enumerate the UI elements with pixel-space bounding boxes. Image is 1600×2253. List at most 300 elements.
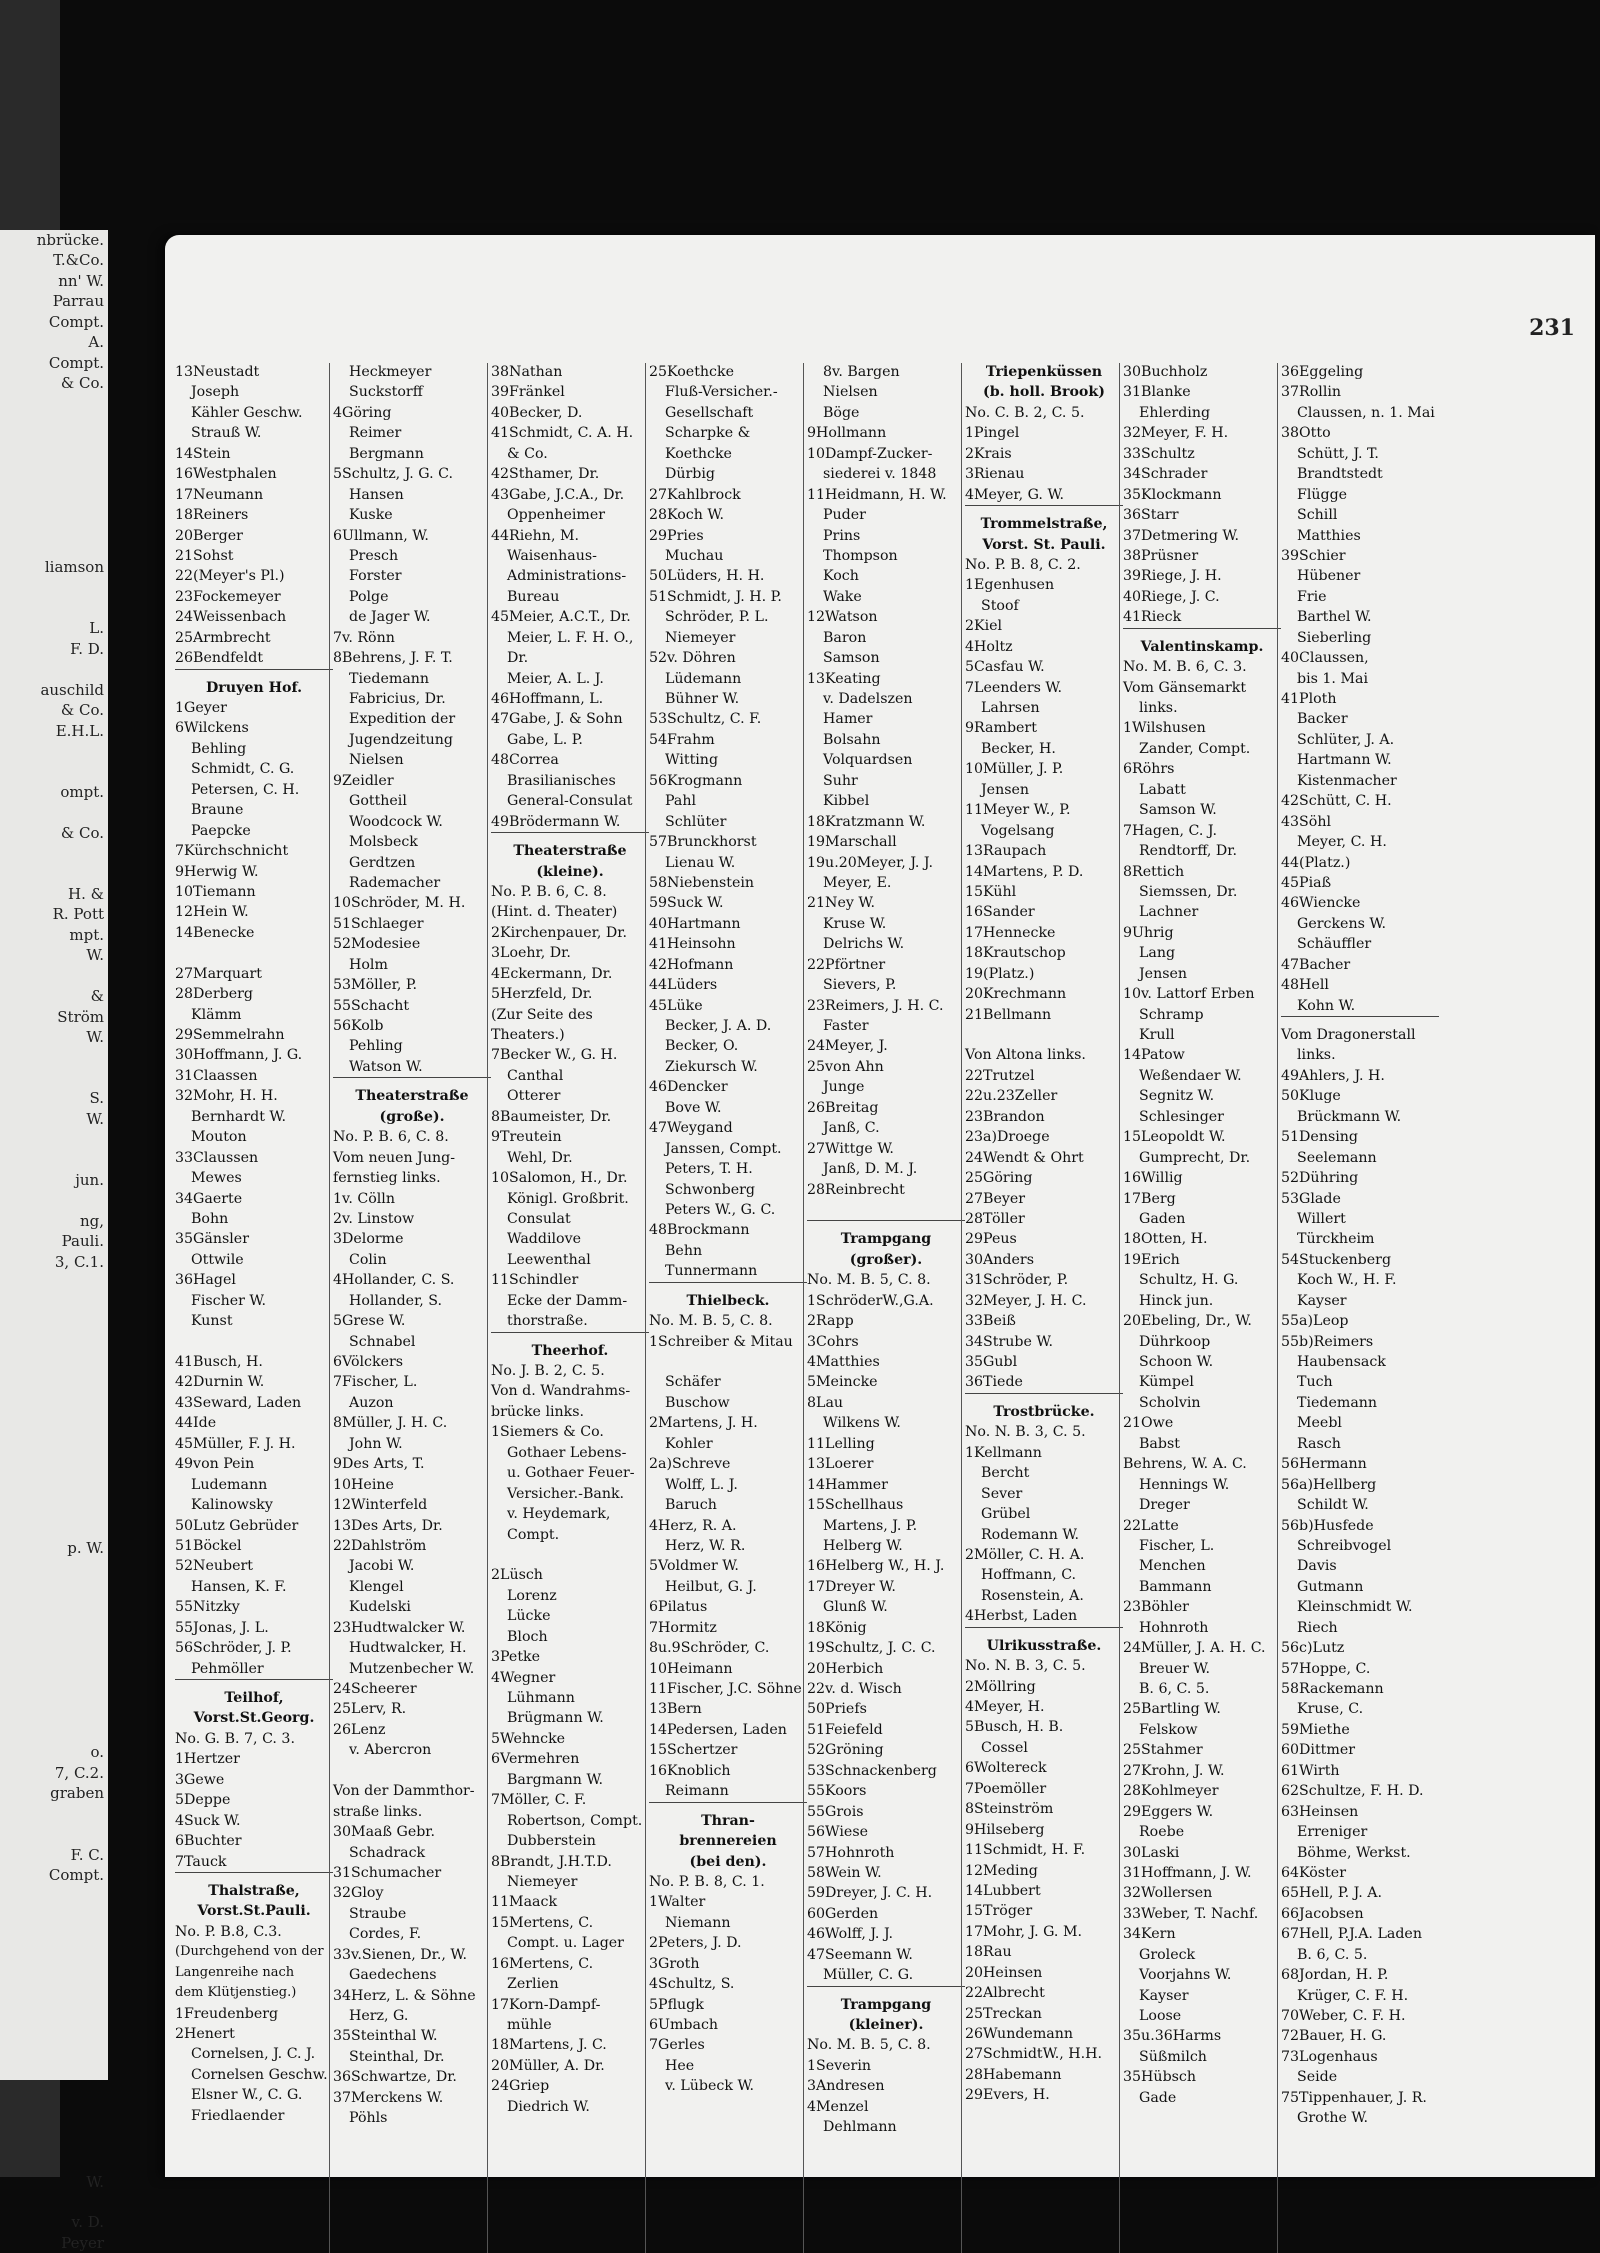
directory-entry: 60Gerden — [807, 1905, 879, 1922]
left-page-line: W. — [86, 2172, 104, 2191]
directory-entry: Schmidt, C. G. — [191, 761, 295, 778]
directory-entry: Buschow — [665, 1394, 730, 1411]
directory-entry: Becker, H. — [981, 740, 1056, 757]
directory-entry: No. P. B.8, C.3. — [175, 1923, 282, 1940]
directory-entry: 59Dreyer, J. C. H. — [807, 1885, 933, 1902]
left-page-line — [0, 1395, 108, 1415]
directory-entry: Bercht — [981, 1465, 1030, 1482]
directory-entry: Kähler Geschw. — [191, 404, 303, 421]
directory-entry: Reimann — [665, 1783, 729, 1800]
directory-entry: 31Schröder, P. — [965, 1272, 1069, 1289]
directory-entry: 20Berger — [175, 527, 243, 544]
directory-entry: 16Westphalen — [175, 466, 277, 483]
left-page-line: Ström — [57, 1007, 104, 1026]
left-page-line: W. — [86, 946, 104, 965]
directory-entry: 53Schultz, C. F. — [649, 711, 762, 728]
directory-entry: Koch — [823, 568, 859, 585]
directory-entry: Hee — [665, 2057, 695, 2074]
directory-entry: 30Maaß Gebr. — [333, 1824, 436, 1841]
left-page-line — [0, 1558, 108, 1578]
directory-entry: 3Rienau — [965, 466, 1025, 483]
street-heading: Thran- — [701, 1812, 755, 1829]
directory-entry: Gabe, L. P. — [507, 731, 583, 748]
directory-entry: Kunst — [191, 1313, 233, 1330]
directory-entry: Paepcke — [191, 822, 251, 839]
directory-entry: Ottwile — [191, 1251, 244, 1268]
directory-entry: 6Röhrs — [1123, 761, 1175, 778]
directory-entry: 8Rettich — [1123, 863, 1185, 880]
directory-entry: Volquardsen — [823, 752, 913, 769]
street-heading: (großer). — [849, 1251, 923, 1268]
directory-entry: v. Dadelszen — [823, 691, 913, 707]
directory-entry: 48Hell — [1281, 977, 1329, 994]
directory-entry: Janß, C. — [823, 1120, 880, 1137]
left-page-line — [0, 1599, 108, 1619]
directory-entry: 16Helberg W., H. J. — [807, 1558, 945, 1575]
left-page-line — [0, 1068, 108, 1088]
directory-entry: Roebe — [1139, 1824, 1185, 1841]
directory-entry: 1Freudenberg — [175, 2005, 279, 2022]
left-page-line — [0, 1926, 108, 1946]
directory-entry: Ziekursch W. — [665, 1058, 758, 1075]
directory-entry: 50Priefs — [807, 1701, 867, 1718]
directory-column-2 — [333, 362, 491, 2129]
directory-entry: 39Riege, J. H. — [1123, 568, 1222, 585]
directory-entry: 6Buchter — [175, 1833, 242, 1850]
directory-entry: 32Mohr, H. H. — [175, 1088, 278, 1105]
directory-entry: Breuer W. — [1139, 1660, 1211, 1677]
directory-entry: Jensen — [1139, 965, 1188, 982]
directory-entry: Bammann — [1139, 1578, 1212, 1595]
directory-entry: Klämm — [191, 1006, 242, 1023]
street-heading: Theaterstraße — [513, 843, 627, 860]
directory-entry: 8Steinström — [965, 1801, 1054, 1818]
directory-entry: 20Heinsen — [965, 1964, 1043, 1981]
directory-entry: 32Meyer, J. H. C. — [965, 1292, 1087, 1309]
directory-entry: Watson W. — [349, 1058, 423, 1075]
directory-entry: 56a)Hellberg — [1281, 1476, 1377, 1493]
directory-entry: Seide — [1297, 2069, 1338, 2086]
directory-entry: Holm — [349, 956, 388, 973]
directory-entry: 12Hein W. — [175, 904, 249, 921]
page-number: 231 — [1529, 315, 1575, 341]
section-divider — [175, 669, 333, 678]
directory-entry: 34Gaerte — [175, 1190, 243, 1207]
directory-entry: John W. — [349, 1435, 403, 1452]
directory-entry: 2Henert — [175, 2026, 235, 2042]
directory-entry: u. Gothaer Feuer- — [507, 1465, 635, 1482]
directory-entry: 1Siemers & Co. — [491, 1424, 604, 1441]
directory-entry: 29Eggers W. — [1123, 1803, 1214, 1820]
directory-entry: Brandtstedt — [1297, 466, 1383, 483]
left-page-line — [0, 1272, 108, 1292]
directory-entry: Baron — [823, 629, 867, 646]
directory-entry: Schäfer — [665, 1374, 721, 1391]
directory-entry: 41Ploth — [1281, 691, 1337, 707]
directory-entry: 12Winterfeld — [333, 1497, 428, 1514]
directory-entry: 35Gänsler — [175, 1231, 249, 1248]
directory-entry: 14Martens, P. D. — [965, 863, 1084, 880]
directory-entry: 46Wolff, J. J. — [807, 1926, 894, 1943]
directory-entry: 28Reinbrecht — [807, 1181, 905, 1198]
left-page-line — [0, 1129, 108, 1149]
directory-entry: 37Detmering W. — [1123, 527, 1240, 544]
directory-entry: Grübel — [981, 1506, 1031, 1523]
directory-entry: Fabricius, Dr. — [349, 691, 446, 707]
directory-entry: 26Wundemann — [965, 2026, 1073, 2042]
directory-entry: Voorjahns W. — [1139, 1967, 1232, 1984]
directory-entry: Schlüter, J. A. — [1297, 731, 1395, 748]
directory-entry: 1Schreiber & Mitau — [649, 1333, 793, 1350]
directory-entry: Bühner W. — [665, 691, 740, 707]
directory-entry: Wehl, Dr. — [507, 1149, 573, 1166]
directory-entry: No. M. B. 5, C. 8. — [649, 1313, 773, 1330]
directory-entry: 14Patow — [1123, 1047, 1185, 1064]
directory-entry: Presch — [349, 547, 399, 564]
directory-entry: Lücke — [507, 1608, 551, 1625]
directory-entry: Compt. u. Lager — [507, 1935, 624, 1952]
directory-entry: No. P. B. 6, C. 8. — [333, 1129, 449, 1146]
directory-entry: 17Dreyer W. — [807, 1578, 896, 1595]
directory-entry: 56Wiese — [807, 1824, 868, 1841]
directory-entry: 25Koethcke — [649, 364, 734, 380]
directory-entry: 47Bacher — [1281, 956, 1351, 973]
directory-entry: 27Wittge W. — [807, 1140, 894, 1157]
left-page-line — [0, 1477, 108, 1497]
directory-entry: 3Gewe — [175, 1771, 225, 1788]
directory-entry: 46Dencker — [649, 1079, 728, 1096]
directory-entry: 9Hollmann — [807, 425, 887, 442]
directory-entry: Administrations- — [507, 568, 627, 585]
directory-column-1 — [175, 362, 333, 2126]
left-page-line — [0, 516, 108, 536]
directory-entry: 47Weygand — [649, 1120, 733, 1137]
directory-entry: Hartmann W. — [1297, 752, 1392, 769]
directory-entry: 34Strube W. — [965, 1333, 1053, 1350]
left-page-line — [0, 1191, 108, 1211]
directory-entry: 13Neustadt — [175, 364, 260, 380]
directory-entry: Schadrack — [349, 1844, 426, 1861]
directory-entry: Braune — [191, 802, 244, 819]
directory-entry: 3Andresen — [807, 2078, 885, 2095]
directory-entry: 46Hoffmann, L. — [491, 691, 604, 707]
directory-entry: 52Neubert — [175, 1558, 253, 1575]
column-rule — [645, 363, 646, 2253]
directory-entry: 25von Ahn — [807, 1058, 884, 1075]
directory-entry: 13Raupach — [965, 843, 1047, 860]
directory-entry: 4Göring — [333, 404, 392, 421]
directory-entry — [333, 1761, 491, 1781]
left-page-line: p. W. — [67, 1539, 104, 1557]
directory-entry: 22Albrecht — [965, 1985, 1045, 2002]
directory-entry: 38Nathan — [491, 364, 563, 380]
directory-entry: 42Schütt, C. H. — [1281, 793, 1392, 810]
left-page-line: L. — [89, 619, 104, 638]
left-page-line — [0, 1722, 108, 1742]
directory-entry: Peters, T. H. — [665, 1161, 753, 1178]
directory-entry: 45Meier, A.C.T., Dr. — [491, 609, 631, 626]
directory-entry: 41Schmidt, C. A. H. — [491, 425, 634, 442]
directory-entry: 41Rieck — [1123, 609, 1182, 626]
directory-entry: 48Correa — [491, 752, 559, 769]
directory-entry: Fischer W. — [191, 1292, 267, 1309]
directory-entry: 23Hudtwalcker W. — [333, 1619, 466, 1636]
directory-entry: 4Suck W. — [175, 1812, 241, 1829]
left-page-line — [0, 1579, 108, 1599]
directory-entry: Königl. Großbrit. — [507, 1190, 629, 1207]
directory-entry: Gothaer Lebens- — [507, 1444, 627, 1461]
left-page-line: E.H.L. — [55, 721, 104, 740]
directory-entry: 4Herz, R. A. — [649, 1517, 737, 1534]
directory-entry: 11Lelling — [807, 1435, 875, 1452]
directory-entry: 7Hagen, C. J. — [1123, 822, 1217, 839]
left-page-line — [0, 1681, 108, 1701]
directory-entry: Schill — [1297, 507, 1338, 524]
directory-entry: Kohn W. — [1297, 997, 1356, 1014]
directory-entry: Böge — [823, 404, 860, 421]
directory-entry: Jacobi W. — [349, 1558, 415, 1575]
directory-entry: Woodcock W. — [349, 813, 443, 830]
directory-entry: Bargmann W. — [507, 1771, 604, 1788]
directory-entry: 4Eckermann, Dr. — [491, 965, 613, 982]
directory-entry: 58Wein W. — [807, 1864, 882, 1881]
directory-entry: 6Woltereck — [965, 1760, 1047, 1777]
directory-entry: Menchen — [1139, 1558, 1206, 1575]
left-page-line — [0, 455, 108, 475]
directory-entry: 2Rapp — [807, 1313, 854, 1330]
directory-entry: 15Schertzer — [649, 1742, 738, 1759]
directory-entry: 8v. Bargen — [823, 364, 900, 380]
directory-entry: No. M. B. 6, C. 3. — [1123, 659, 1247, 676]
directory-entry: 4Herbst, Laden — [965, 1608, 1078, 1625]
directory-entry: 55Schacht — [333, 997, 410, 1014]
directory-entry: 66Jacobsen — [1281, 1905, 1364, 1922]
directory-entry: 6Völckers — [333, 1354, 404, 1370]
directory-entry: Flügge — [1297, 486, 1348, 503]
directory-entry: 33v.Sienen, Dr., W. — [333, 1946, 467, 1963]
column-rule — [329, 363, 330, 2253]
directory-entry: 7Gerles — [649, 2037, 705, 2054]
directory-entry: 17Korn-Dampf- — [491, 1996, 601, 2013]
directory-entry: 21Owe — [1123, 1415, 1174, 1432]
directory-entry: Gesellschaft — [665, 404, 754, 421]
directory-entry: Kümpel — [1139, 1374, 1194, 1391]
directory-entry: de Jager W. — [349, 609, 431, 626]
directory-entry: 38Otto — [1281, 425, 1331, 442]
directory-entry: Barthel W. — [1297, 609, 1372, 626]
directory-entry: Thompson — [823, 547, 898, 564]
directory-entry: 9Zeidler — [333, 772, 394, 789]
left-page-line — [0, 843, 108, 863]
directory-entry: 9Treutein — [491, 1129, 562, 1146]
directory-entry: 31Schumacher — [333, 1864, 442, 1881]
street-heading: (kleiner). — [848, 2017, 924, 2033]
directory-entry: Klengel — [349, 1578, 404, 1595]
directory-entry: 58Rackemann — [1281, 1681, 1384, 1697]
directory-entry: Erreniger — [1297, 1824, 1368, 1841]
directory-entry: 22Trutzel — [965, 1067, 1035, 1084]
directory-entry: 28Kohlmeyer — [1123, 1783, 1219, 1800]
directory-entry: Forster — [349, 568, 402, 585]
directory-entry — [649, 1352, 807, 1372]
directory-entry: Schwonberg — [665, 1181, 755, 1198]
directory-entry: 50Lüders, H. H. — [649, 568, 765, 585]
street-heading: Trampgang — [840, 1996, 932, 2013]
directory-entry: 51Böckel — [175, 1537, 242, 1554]
directory-entry: B. 6, C. 5. — [1139, 1681, 1210, 1697]
directory-entry: B. 6, C. 5. — [1297, 1946, 1368, 1963]
directory-entry: 63Heinsen — [1281, 1803, 1359, 1820]
directory-entry: 11Heidmann, H. W. — [807, 486, 947, 503]
directory-entry: Dührkoop — [1139, 1333, 1211, 1350]
directory-entry: 22u.23Zeller — [965, 1088, 1058, 1105]
directory-entry: Hansen, K. F. — [191, 1578, 287, 1595]
left-page-line — [0, 1497, 108, 1517]
directory-entry: 61Wirth — [1281, 1762, 1340, 1779]
directory-entry: 20Krechmann — [965, 986, 1067, 1003]
left-page-line — [0, 1436, 108, 1456]
directory-entry: 15Tröger — [965, 1903, 1033, 1920]
directory-entry: Pehmöller — [191, 1660, 264, 1677]
left-page-line: o. — [90, 1743, 104, 1762]
directory-entry: Gaden — [1139, 1210, 1186, 1227]
directory-entry: Wake — [823, 588, 862, 605]
directory-entry: 28Derberg — [175, 986, 253, 1003]
directory-entry: Gade — [1139, 2089, 1177, 2106]
directory-entry: 17Hennecke — [965, 924, 1056, 941]
street-heading: Vorst.St.Pauli. — [197, 1903, 311, 1920]
street-heading: (b. holl. Brook) — [983, 384, 1105, 401]
directory-entry: Krüger, C. F. H. — [1297, 1987, 1409, 2004]
directory-entry: Zander, Compt. — [1139, 740, 1251, 757]
directory-entry: 24Griep — [491, 2078, 550, 2095]
directory-entry: Leewenthal — [507, 1251, 591, 1268]
directory-entry — [807, 1200, 965, 1220]
directory-entry: Cossel — [981, 1739, 1028, 1756]
directory-entry: 2Kirchenpauer, Dr. — [491, 924, 627, 941]
directory-entry: 40Claussen, — [1281, 650, 1369, 667]
directory-entry: 46Wiencke — [1281, 895, 1361, 912]
directory-entry: 24Wendt & Ohrt — [965, 1149, 1084, 1166]
directory-entry: 10Heimann — [649, 1660, 733, 1677]
directory-entry: 28Koch W. — [649, 507, 725, 524]
directory-entry: Langenreihe nach — [175, 1964, 295, 1980]
directory-entry: Kibbel — [823, 793, 870, 810]
directory-entry: 36Tiede — [965, 1374, 1023, 1391]
directory-entry: 4Matthies — [807, 1354, 880, 1370]
directory-entry: Dubberstein — [507, 1833, 596, 1850]
directory-entry: Behn — [665, 1242, 703, 1259]
left-page-line — [0, 2069, 108, 2089]
directory-entry: 2Möllring — [965, 1678, 1036, 1695]
directory-entry: Von der Dammthor- — [333, 1783, 475, 1800]
directory-entry: 27SchmidtW., H.H. — [965, 2046, 1103, 2063]
left-page-line — [0, 1620, 108, 1640]
directory-entry: 50Lutz Gebrüder — [175, 1517, 299, 1534]
left-page-line — [0, 2008, 108, 2028]
directory-entry: Rasch — [1297, 1435, 1341, 1452]
directory-entry: 31Blanke — [1123, 384, 1191, 401]
directory-entry: 13Des Arts, Dr. — [333, 1517, 443, 1534]
directory-entry: Jugendzeitung — [349, 731, 453, 748]
directory-entry: Krull — [1139, 1027, 1175, 1043]
directory-entry: 1Egenhusen — [965, 577, 1055, 594]
directory-entry: 13Loerer — [807, 1456, 874, 1473]
directory-entry: 57Hoppe, C. — [1281, 1660, 1371, 1677]
directory-entry: v. Heydemark, — [507, 1506, 611, 1523]
street-heading: Teilhof, — [224, 1690, 284, 1706]
directory-entry: 40Hartmann — [649, 915, 741, 932]
directory-entry: 5Grese W. — [333, 1313, 406, 1330]
directory-entry: 8Baumeister, Dr. — [491, 1108, 612, 1125]
directory-entry: 9Des Arts, T. — [333, 1456, 425, 1473]
directory-entry: Segnitz W. — [1139, 1088, 1215, 1105]
directory-entry: Martens, J. P. — [823, 1517, 918, 1534]
directory-entry: Behrens, W. A. C. — [1123, 1456, 1247, 1473]
directory-entry: 11Fischer, J.C. Söhne — [649, 1681, 802, 1697]
directory-entry: Labatt — [1139, 781, 1186, 798]
directory-entry: Brückmann W. — [1297, 1108, 1402, 1125]
directory-entry: Koethcke — [665, 445, 732, 462]
left-page-line — [0, 1334, 108, 1354]
directory-entry: Petersen, C. H. — [191, 781, 300, 798]
directory-entry: 24Müller, J. A. H. C. — [1123, 1640, 1266, 1657]
directory-entry: Dreger — [1139, 1497, 1190, 1514]
left-page-line — [0, 802, 108, 822]
directory-entry: Schultz, H. G. — [1139, 1272, 1239, 1289]
directory-entry: Muchau — [665, 547, 724, 564]
left-page-line — [0, 537, 108, 557]
directory-entry: 55Nitzky — [175, 1599, 240, 1616]
directory-entry: 5Wehncke — [491, 1730, 566, 1747]
left-page-line: liamson — [44, 558, 104, 576]
directory-entry: 14Lubbert — [965, 1882, 1041, 1899]
directory-entry: Riech — [1297, 1619, 1338, 1636]
directory-entry: fernstieg links. — [333, 1170, 441, 1187]
column-rule — [803, 363, 804, 2253]
directory-entry: Seelemann — [1297, 1149, 1377, 1166]
left-page-line — [0, 2029, 108, 2049]
directory-entry: 18Reiners — [175, 507, 249, 524]
directory-entry: 35Gubl — [965, 1354, 1018, 1370]
directory-entry: Fluß-Versicher.- — [665, 384, 778, 401]
directory-entry: 38Prüsner — [1123, 547, 1199, 564]
directory-entry: 7Leenders W. — [965, 679, 1063, 696]
left-page-line — [0, 1456, 108, 1476]
directory-entry: 2Möller, C. H. A. — [965, 1546, 1085, 1563]
directory-entry: Canthal — [507, 1067, 564, 1084]
left-page-line — [0, 394, 108, 414]
directory-entry: 35Klockmann — [1123, 486, 1222, 503]
directory-entry: 6Pilatus — [649, 1599, 708, 1616]
directory-entry: 25Göring — [965, 1170, 1033, 1187]
directory-entry: Dehlmann — [823, 2119, 897, 2136]
directory-entry: 5Pflugk — [649, 1996, 704, 2013]
directory-entry: Claussen, n. 1. Mai — [1297, 404, 1435, 421]
directory-entry: Polge — [349, 588, 389, 605]
directory-entry: 16Mertens, C. — [491, 1955, 594, 1972]
directory-entry: No. P. B. 6, C. 8. — [491, 883, 607, 900]
directory-entry: 64Köster — [1281, 1864, 1346, 1881]
directory-entry: Diedrich W. — [507, 2098, 590, 2115]
left-page-line — [0, 1415, 108, 1435]
directory-entry: 62Schultze, F. H. D. — [1281, 1783, 1424, 1800]
directory-entry: 11Schindler — [491, 1272, 579, 1289]
directory-entry: 19Schultz, J. C. C. — [807, 1640, 936, 1657]
directory-column-8 — [1281, 362, 1439, 2129]
directory-entry: Steinthal, Dr. — [349, 2048, 445, 2065]
directory-entry: Consulat — [507, 1210, 571, 1227]
